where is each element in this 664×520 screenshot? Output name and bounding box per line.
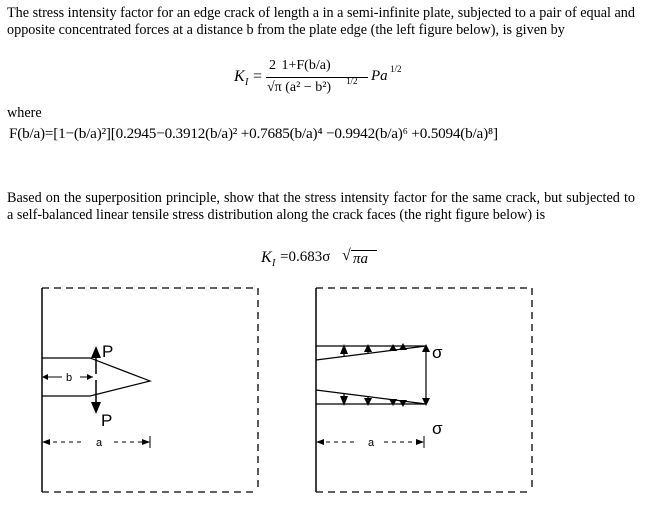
equation-f-function: F(b/a)=[1−(b/a)²][0.2945−0.3912(b/a)² +0.7685(b/a)⁴ −0.9942(b/a)⁶ +0.5094(b/a)⁸] bbox=[9, 125, 498, 142]
eq3-lhs-sub: I bbox=[272, 258, 276, 269]
arrow-up-icon bbox=[389, 344, 397, 351]
eq1-denominator: √π (a² − b²) bbox=[267, 80, 332, 95]
intro-paragraph: The stress intensity factor for an edge crack of length a in a semi-infinite plate, subjected to a pair of equal and opposite concentrated forces at a distance b from the plate edge (the left figure below), is given by bbox=[7, 5, 635, 38]
eq1-lhs: K bbox=[234, 68, 245, 85]
arrow-right-icon bbox=[416, 439, 424, 445]
arrow-up-icon bbox=[422, 344, 430, 352]
eq1-factor-exp: 1/2 bbox=[390, 64, 402, 74]
eq1-lhs-sub: I bbox=[245, 77, 249, 88]
label-dim-b: b bbox=[66, 372, 73, 384]
arrow-left-icon bbox=[316, 439, 324, 445]
arrow-down-icon bbox=[422, 398, 430, 406]
arrow-down-icon bbox=[389, 399, 397, 406]
eq3-root: πa bbox=[353, 251, 369, 267]
arrow-down-icon bbox=[364, 398, 372, 406]
where-label: where bbox=[7, 105, 42, 121]
label-dim-a: a bbox=[96, 437, 103, 449]
sqrt-icon: √ bbox=[342, 247, 351, 264]
superposition-paragraph: Based on the superposition principle, show that the stress intensity factor for the same crack, but subjected to a self-balanced linear tensile stress distribution along the crack faces (the right figure below) is bbox=[7, 190, 635, 223]
label-stress-bottom: σ bbox=[432, 419, 443, 438]
eq3-rhs: =0.683σ bbox=[280, 249, 331, 265]
eq1-factor: Pa bbox=[371, 68, 388, 84]
eq3-lhs: K bbox=[261, 249, 272, 266]
eq1-equals: = bbox=[253, 68, 263, 85]
eq1-numerator: 2 1+F(b/a) bbox=[269, 58, 331, 73]
label-dim-a-right: a bbox=[368, 437, 375, 449]
label-stress-top: σ bbox=[432, 343, 443, 362]
label-force-top: P bbox=[102, 342, 114, 361]
right-crack-lower-face bbox=[316, 390, 426, 404]
eq1-den-exp: 1/2 bbox=[346, 76, 358, 86]
label-force-bottom: P bbox=[101, 411, 113, 430]
arrow-up-icon bbox=[364, 344, 372, 352]
right-crack-upper-face bbox=[316, 346, 426, 360]
